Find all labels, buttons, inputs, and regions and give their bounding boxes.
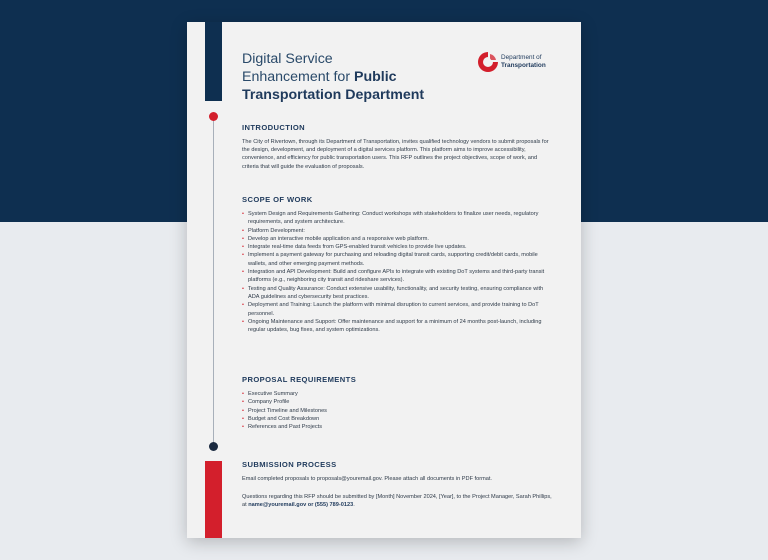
introduction-heading: INTRODUCTION <box>242 123 306 132</box>
bullet-icon: • <box>242 407 244 414</box>
list-item <box>242 210 554 227</box>
bullet-icon: • <box>242 244 244 251</box>
list-item-text: Company Profile <box>248 399 290 406</box>
list-item <box>242 243 554 251</box>
list-item-text: Implement a payment gateway for purchasing and reloading digital transit cards, supporting credit/debit cards, mobile wallets, and other emerging payment methods. <box>248 252 538 267</box>
list-item <box>242 285 554 302</box>
title-line-2-bold: Public <box>354 69 397 85</box>
list-item-text: System Design and Requirements Gathering: Conduct workshops with stakeholders to finalize user needs, regulatory requirements, and system architecture. <box>248 211 539 226</box>
logo-line-2: Transportation <box>501 62 546 69</box>
list-item-text: Ongoing Maintenance and Support: Offer maintenance and support for a minimum of 24 months post-launch, including regular updates, bug fixes, and system optimizations. <box>248 318 542 334</box>
scope-section <box>242 195 554 334</box>
title-line-1: Digital Service <box>242 51 333 67</box>
submission-heading: SUBMISSION PROCESS <box>242 460 337 469</box>
list-item <box>242 390 554 398</box>
title-line-2-prefix: Enhancement for <box>242 69 354 85</box>
list-item-text: Project Timeline and Milestones <box>248 407 327 414</box>
list-item-text: Budget and Cost Breakdown <box>248 415 320 422</box>
list-item <box>242 423 554 431</box>
introduction-section <box>242 123 554 171</box>
list-item-text: Deployment and Training: Launch the platform with minimal disruption to current services, and provide training to DoT personnel. <box>248 302 539 317</box>
bullet-icon: • <box>242 424 244 431</box>
list-item <box>242 318 554 335</box>
bullet-icon: • <box>242 285 244 292</box>
list-item <box>242 227 554 235</box>
bullet-icon: • <box>242 318 244 325</box>
list-item-text: References and Past Projects <box>248 424 322 431</box>
list-item <box>242 398 554 406</box>
introduction-body: The City of Rivertown, through its Department of Transportation, invites qualified technology vendors to submit proposals for the design, development, and deployment of a digital services platform. This platform aims to improve accessibility, convenience, and efficiency for public transportation users. This RFP outlines the project objectives, scope of work, and criteria that will guide the evaluation of proposals. <box>242 139 549 170</box>
list-item-text: Integrate real-time data feeds from GPS-enabled transit vehicles to provide live updates. <box>248 244 467 251</box>
bullet-icon: • <box>242 391 244 397</box>
list-item-text: Develop an interactive mobile application and a responsive web platform. <box>248 235 429 242</box>
bullet-icon: • <box>242 399 244 406</box>
bullet-icon: • <box>242 269 244 276</box>
list-item <box>242 407 554 415</box>
title-line-3: Transportation Department <box>242 87 425 103</box>
proposal-requirements-section <box>242 375 554 431</box>
submission-line-2 <box>242 493 554 509</box>
timeline-line <box>213 118 214 446</box>
list-item <box>242 235 554 243</box>
proposal-heading: PROPOSAL REQUIREMENTS <box>242 375 357 384</box>
navy-accent-bar <box>205 22 222 101</box>
list-item-text: Testing and Quality Assurance: Conduct extensive usability, functionality, and security testing, ensuring compliance with ADA guidelines and cybersecurity best practices. <box>248 285 544 300</box>
department-logo-icon <box>477 51 499 73</box>
scope-heading: SCOPE OF WORK <box>242 195 313 204</box>
bullet-icon: • <box>242 302 244 309</box>
timeline-dot-red <box>209 112 218 121</box>
list-item <box>242 301 554 318</box>
list-item <box>242 251 554 268</box>
rfp-document-page <box>187 22 581 538</box>
document-title <box>242 50 472 104</box>
bullet-icon: • <box>242 252 244 259</box>
scope-list <box>242 210 554 334</box>
list-item-text: Executive Summary <box>248 391 298 397</box>
submission-section <box>242 460 554 510</box>
contact-details: name@youremail.gov or (555) 789-0123 <box>248 502 354 509</box>
logo-line-1: Department of <box>501 54 542 61</box>
bullet-icon: • <box>242 211 244 217</box>
logo-text <box>501 54 546 70</box>
red-accent-bar <box>205 461 222 538</box>
list-item <box>242 415 554 423</box>
department-logo <box>477 51 577 75</box>
list-item-text: Integration and API Development: Build and configure APIs to integrate with existing DoT systems and third-party transit platforms (e.g., neighboring city transit and rideshare services). <box>248 269 545 284</box>
submission-line-2-prefix: Questions regarding this RFP should be submitted by [Month] November 2024, [Year], to the Project Manager, Sarah Phillips, at <box>242 494 552 509</box>
list-item-text: Platform Development: <box>248 227 305 234</box>
bullet-icon: • <box>242 235 244 242</box>
proposal-list <box>242 390 554 431</box>
timeline-dot-navy <box>209 442 218 451</box>
submission-line-2-suffix: . <box>353 502 355 509</box>
bullet-icon: • <box>242 415 244 422</box>
bullet-icon: • <box>242 227 244 234</box>
submission-line-1: Email completed proposals to proposals@youremail.gov. Please attach all documents in PDF format. <box>242 476 492 482</box>
list-item <box>242 268 554 285</box>
title-line-2 <box>242 68 472 86</box>
